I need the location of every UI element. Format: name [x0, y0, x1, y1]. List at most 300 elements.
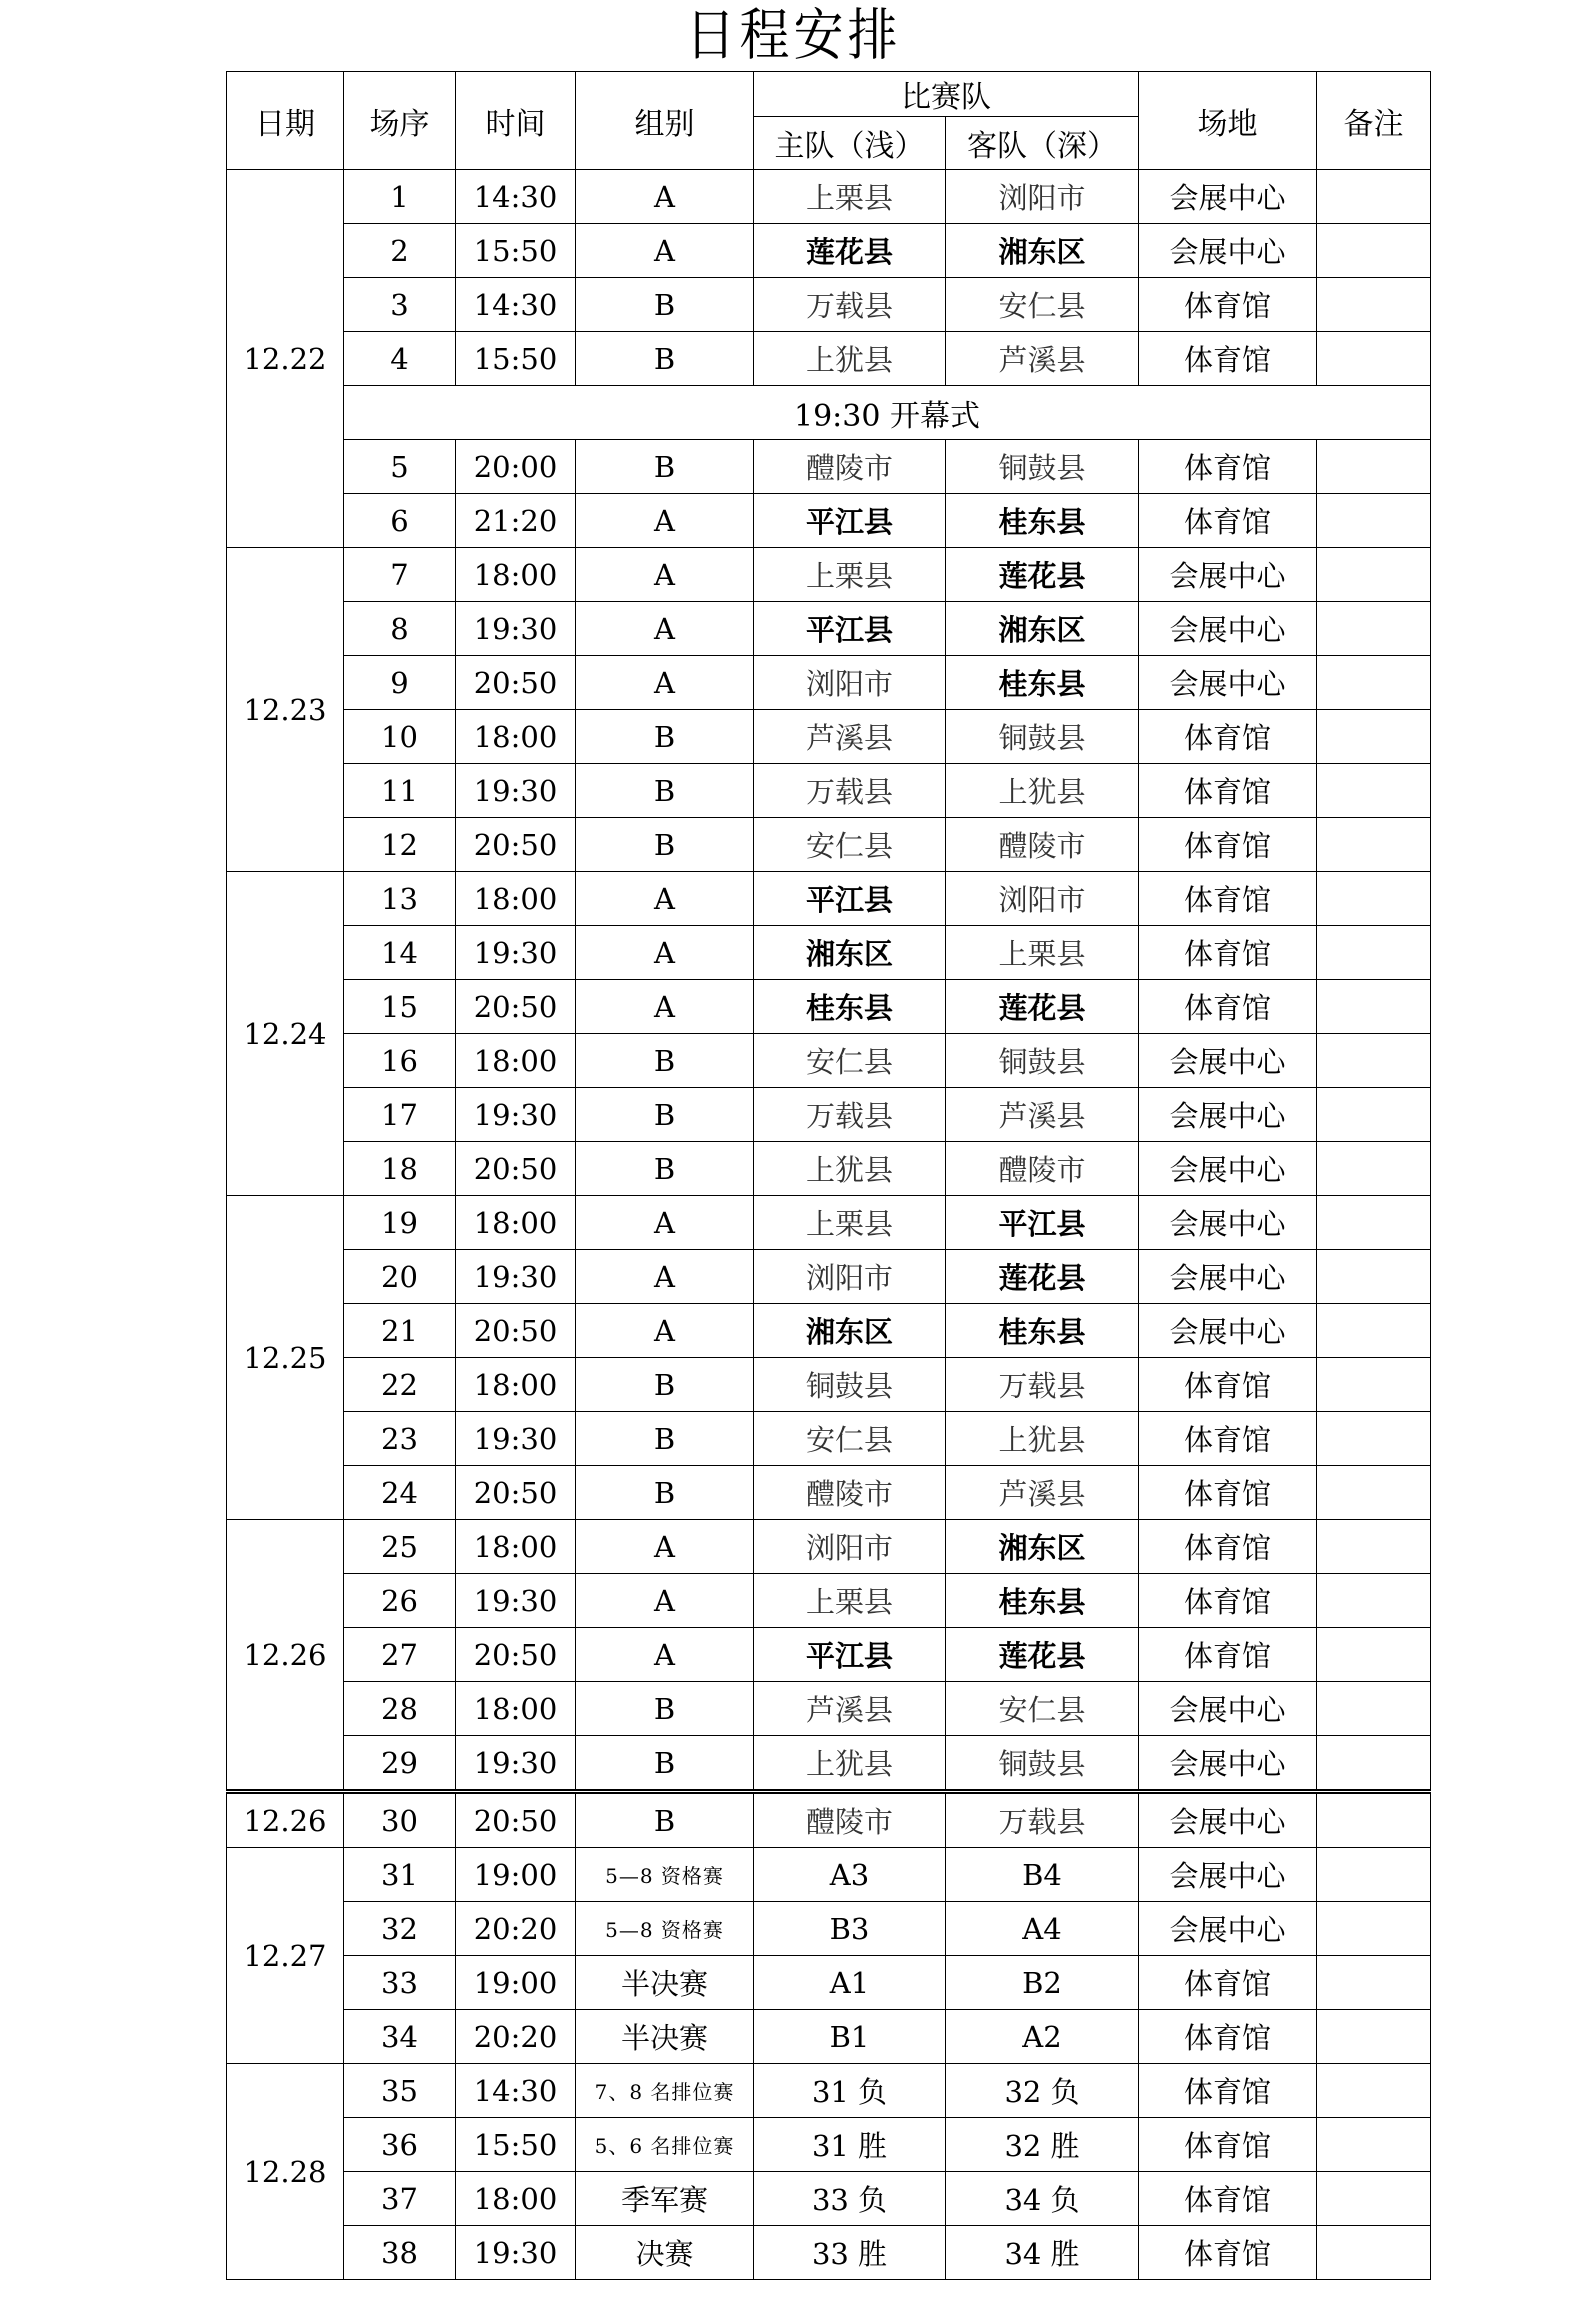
home-team: 湘东区 [754, 926, 946, 980]
home-team: 醴陵市 [754, 1466, 946, 1520]
col-header-match-no: 场序 [344, 72, 456, 170]
home-team: 醴陵市 [754, 440, 946, 494]
match-group: 7、8 名排位赛 [576, 2064, 754, 2118]
match-group: A [576, 926, 754, 980]
match-row [227, 332, 1431, 386]
home-team: 平江县 [754, 602, 946, 656]
away-team: 湘东区 [946, 1520, 1139, 1574]
match-group: A [576, 1250, 754, 1304]
venue: 体育馆 [1139, 494, 1317, 548]
home-team: 安仁县 [754, 818, 946, 872]
match-time: 19:30 [456, 2226, 576, 2280]
match-time: 19:30 [456, 926, 576, 980]
match-row [227, 926, 1431, 980]
venue: 会展中心 [1139, 1034, 1317, 1088]
notes [1317, 494, 1431, 548]
match-time: 15:50 [456, 2118, 576, 2172]
match-time: 19:30 [456, 602, 576, 656]
match-number: 5 [344, 440, 456, 494]
match-group: B [576, 278, 754, 332]
match-time: 14:30 [456, 278, 576, 332]
away-team: 浏阳市 [946, 872, 1139, 926]
match-group: 决赛 [576, 2226, 754, 2280]
match-number: 7 [344, 548, 456, 602]
match-row [227, 1034, 1431, 1088]
match-number: 29 [344, 1736, 456, 1792]
match-row [227, 602, 1431, 656]
col-header-time: 时间 [456, 72, 576, 170]
match-time: 18:00 [456, 710, 576, 764]
match-time: 19:00 [456, 1956, 576, 2010]
match-group: A [576, 548, 754, 602]
match-number: 22 [344, 1358, 456, 1412]
notes [1317, 1520, 1431, 1574]
match-row [227, 818, 1431, 872]
match-time: 20:20 [456, 2010, 576, 2064]
match-number: 2 [344, 224, 456, 278]
venue: 会展中心 [1139, 1196, 1317, 1250]
match-time: 19:30 [456, 764, 576, 818]
notes [1317, 1792, 1431, 1848]
notes [1317, 170, 1431, 224]
match-group: A [576, 1574, 754, 1628]
match-number: 17 [344, 1088, 456, 1142]
notes [1317, 1034, 1431, 1088]
ceremony-row [227, 386, 1431, 440]
away-team: 铜鼓县 [946, 1034, 1139, 1088]
match-row [227, 440, 1431, 494]
match-row [227, 548, 1431, 602]
match-group: B [576, 764, 754, 818]
venue: 体育馆 [1139, 2064, 1317, 2118]
home-team: 31 负 [754, 2064, 946, 2118]
match-number: 37 [344, 2172, 456, 2226]
match-time: 18:00 [456, 2172, 576, 2226]
notes [1317, 2064, 1431, 2118]
away-team: 莲花县 [946, 1628, 1139, 1682]
match-number: 27 [344, 1628, 456, 1682]
match-number: 8 [344, 602, 456, 656]
match-group: B [576, 1142, 754, 1196]
notes [1317, 2172, 1431, 2226]
date-cell: 12.28 [227, 2064, 344, 2280]
venue: 体育馆 [1139, 2172, 1317, 2226]
match-time: 18:00 [456, 1358, 576, 1412]
match-group: B [576, 440, 754, 494]
venue: 体育馆 [1139, 440, 1317, 494]
match-group: A [576, 170, 754, 224]
home-team: A3 [754, 1848, 946, 1902]
notes [1317, 2226, 1431, 2280]
notes [1317, 2010, 1431, 2064]
match-number: 26 [344, 1574, 456, 1628]
away-team: 安仁县 [946, 1682, 1139, 1736]
notes [1317, 1682, 1431, 1736]
date-cell: 12.24 [227, 872, 344, 1196]
match-number: 9 [344, 656, 456, 710]
notes [1317, 1736, 1431, 1792]
venue: 体育馆 [1139, 278, 1317, 332]
match-number: 33 [344, 1956, 456, 2010]
match-group: 5—8 资格赛 [576, 1902, 754, 1956]
match-row [227, 2226, 1431, 2280]
match-group: A [576, 494, 754, 548]
away-team: 上栗县 [946, 926, 1139, 980]
match-row [227, 980, 1431, 1034]
match-group: A [576, 602, 754, 656]
away-team: 安仁县 [946, 278, 1139, 332]
venue: 体育馆 [1139, 1628, 1317, 1682]
notes [1317, 818, 1431, 872]
match-time: 20:50 [456, 980, 576, 1034]
away-team: 34 胜 [946, 2226, 1139, 2280]
match-time: 18:00 [456, 1520, 576, 1574]
match-number: 34 [344, 2010, 456, 2064]
notes [1317, 980, 1431, 1034]
venue: 体育馆 [1139, 1520, 1317, 1574]
match-row [227, 1574, 1431, 1628]
match-row [227, 278, 1431, 332]
venue: 会展中心 [1139, 1792, 1317, 1848]
col-header-away: 客队（深） [946, 117, 1139, 170]
match-time: 19:30 [456, 1250, 576, 1304]
match-row [227, 2010, 1431, 2064]
away-team: B4 [946, 1848, 1139, 1902]
away-team: 平江县 [946, 1196, 1139, 1250]
away-team: 34 负 [946, 2172, 1139, 2226]
venue: 会展中心 [1139, 1736, 1317, 1792]
match-number: 3 [344, 278, 456, 332]
notes [1317, 1142, 1431, 1196]
away-team: 铜鼓县 [946, 710, 1139, 764]
home-team: 浏阳市 [754, 1520, 946, 1574]
notes [1317, 1902, 1431, 1956]
match-time: 20:20 [456, 1902, 576, 1956]
date-cell: 12.25 [227, 1196, 344, 1520]
match-row [227, 2064, 1431, 2118]
match-number: 30 [344, 1792, 456, 1848]
match-row [227, 872, 1431, 926]
notes [1317, 440, 1431, 494]
venue: 会展中心 [1139, 548, 1317, 602]
match-row [227, 1250, 1431, 1304]
home-team: 安仁县 [754, 1034, 946, 1088]
away-team: B2 [946, 1956, 1139, 2010]
venue: 体育馆 [1139, 1956, 1317, 2010]
notes [1317, 872, 1431, 926]
venue: 会展中心 [1139, 1088, 1317, 1142]
notes [1317, 1250, 1431, 1304]
notes [1317, 548, 1431, 602]
match-number: 21 [344, 1304, 456, 1358]
match-number: 12 [344, 818, 456, 872]
home-team: 上犹县 [754, 1142, 946, 1196]
date-cell: 12.23 [227, 548, 344, 872]
match-group: 5、6 名排位赛 [576, 2118, 754, 2172]
match-group: B [576, 818, 754, 872]
match-group: B [576, 1358, 754, 1412]
venue: 体育馆 [1139, 710, 1317, 764]
away-team: 芦溪县 [946, 1466, 1139, 1520]
match-row [227, 1466, 1431, 1520]
match-time: 20:00 [456, 440, 576, 494]
home-team: 浏阳市 [754, 1250, 946, 1304]
match-time: 19:30 [456, 1412, 576, 1466]
venue: 体育馆 [1139, 1412, 1317, 1466]
match-group: A [576, 1196, 754, 1250]
match-time: 20:50 [456, 656, 576, 710]
away-team: 桂东县 [946, 1574, 1139, 1628]
schedule-body [227, 170, 1431, 2280]
notes [1317, 2118, 1431, 2172]
match-group: B [576, 1088, 754, 1142]
match-group: B [576, 1412, 754, 1466]
venue: 体育馆 [1139, 818, 1317, 872]
match-group: B [576, 1792, 754, 1848]
home-team: 桂东县 [754, 980, 946, 1034]
venue: 体育馆 [1139, 980, 1317, 1034]
notes [1317, 1088, 1431, 1142]
venue: 会展中心 [1139, 1682, 1317, 1736]
venue: 会展中心 [1139, 602, 1317, 656]
match-group: A [576, 980, 754, 1034]
home-team: B3 [754, 1902, 946, 1956]
notes [1317, 1412, 1431, 1466]
match-time: 18:00 [456, 1034, 576, 1088]
match-number: 35 [344, 2064, 456, 2118]
home-team: 芦溪县 [754, 1682, 946, 1736]
notes [1317, 1466, 1431, 1520]
home-team: 安仁县 [754, 1412, 946, 1466]
col-header-group: 组别 [576, 72, 754, 170]
match-time: 19:30 [456, 1736, 576, 1792]
match-row [227, 1902, 1431, 1956]
match-time: 21:20 [456, 494, 576, 548]
match-number: 11 [344, 764, 456, 818]
home-team: 33 负 [754, 2172, 946, 2226]
away-team: 湘东区 [946, 602, 1139, 656]
match-time: 19:30 [456, 1574, 576, 1628]
match-time: 15:50 [456, 332, 576, 386]
match-number: 16 [344, 1034, 456, 1088]
match-row [227, 1520, 1431, 1574]
notes [1317, 1196, 1431, 1250]
match-time: 18:00 [456, 872, 576, 926]
date-cell: 12.26 [227, 1520, 344, 1792]
match-number: 6 [344, 494, 456, 548]
notes [1317, 332, 1431, 386]
notes [1317, 1956, 1431, 2010]
match-row [227, 170, 1431, 224]
match-time: 14:30 [456, 2064, 576, 2118]
match-time: 20:50 [456, 1304, 576, 1358]
match-number: 36 [344, 2118, 456, 2172]
venue: 体育馆 [1139, 2118, 1317, 2172]
away-team: 醴陵市 [946, 1142, 1139, 1196]
venue: 体育馆 [1139, 332, 1317, 386]
notes [1317, 1304, 1431, 1358]
venue: 体育馆 [1139, 764, 1317, 818]
home-team: 万载县 [754, 764, 946, 818]
away-team: 浏阳市 [946, 170, 1139, 224]
match-row [227, 1412, 1431, 1466]
away-team: 芦溪县 [946, 1088, 1139, 1142]
notes [1317, 1574, 1431, 1628]
match-row [227, 656, 1431, 710]
match-group: A [576, 1520, 754, 1574]
match-row [227, 1088, 1431, 1142]
match-time: 18:00 [456, 1196, 576, 1250]
notes [1317, 1628, 1431, 1682]
notes [1317, 926, 1431, 980]
match-number: 24 [344, 1466, 456, 1520]
match-row [227, 710, 1431, 764]
home-team: A1 [754, 1956, 946, 2010]
match-row [227, 1736, 1431, 1792]
away-team: 桂东县 [946, 494, 1139, 548]
home-team: 上犹县 [754, 332, 946, 386]
away-team: 铜鼓县 [946, 440, 1139, 494]
match-row [227, 2172, 1431, 2226]
venue: 体育馆 [1139, 1574, 1317, 1628]
match-group: B [576, 1736, 754, 1792]
match-number: 10 [344, 710, 456, 764]
home-team: 万载县 [754, 1088, 946, 1142]
home-team: 铜鼓县 [754, 1358, 946, 1412]
match-row [227, 1196, 1431, 1250]
home-team: 上犹县 [754, 1736, 946, 1792]
header-row-1 [227, 72, 1431, 117]
match-row [227, 764, 1431, 818]
match-group: 半决赛 [576, 2010, 754, 2064]
away-team: 铜鼓县 [946, 1736, 1139, 1792]
away-team: 桂东县 [946, 656, 1139, 710]
home-team: 芦溪县 [754, 710, 946, 764]
away-team: 莲花县 [946, 980, 1139, 1034]
venue: 会展中心 [1139, 1902, 1317, 1956]
col-header-date: 日期 [227, 72, 344, 170]
venue: 会展中心 [1139, 1142, 1317, 1196]
notes [1317, 1848, 1431, 1902]
home-team: 上栗县 [754, 170, 946, 224]
match-group: A [576, 872, 754, 926]
away-team: 上犹县 [946, 764, 1139, 818]
away-team: 湘东区 [946, 224, 1139, 278]
match-time: 20:50 [456, 818, 576, 872]
venue: 会展中心 [1139, 224, 1317, 278]
match-row [227, 1792, 1431, 1848]
match-time: 19:30 [456, 1088, 576, 1142]
match-number: 14 [344, 926, 456, 980]
match-number: 15 [344, 980, 456, 1034]
match-number: 31 [344, 1848, 456, 1902]
home-team: 上栗县 [754, 548, 946, 602]
match-time: 20:50 [456, 1792, 576, 1848]
notes [1317, 764, 1431, 818]
notes [1317, 1358, 1431, 1412]
match-group: 5—8 资格赛 [576, 1848, 754, 1902]
match-row [227, 1304, 1431, 1358]
match-number: 1 [344, 170, 456, 224]
home-team: 平江县 [754, 1628, 946, 1682]
match-row [227, 224, 1431, 278]
away-team: 桂东县 [946, 1304, 1139, 1358]
match-row [227, 2118, 1431, 2172]
away-team: 万载县 [946, 1358, 1139, 1412]
venue: 体育馆 [1139, 2226, 1317, 2280]
match-time: 20:50 [456, 1628, 576, 1682]
match-group: B [576, 1034, 754, 1088]
venue: 会展中心 [1139, 1250, 1317, 1304]
match-group: B [576, 1466, 754, 1520]
match-time: 20:50 [456, 1142, 576, 1196]
match-group: A [576, 1628, 754, 1682]
venue: 会展中心 [1139, 170, 1317, 224]
away-team: 芦溪县 [946, 332, 1139, 386]
match-number: 4 [344, 332, 456, 386]
away-team: 莲花县 [946, 1250, 1139, 1304]
match-row [227, 494, 1431, 548]
away-team: 32 负 [946, 2064, 1139, 2118]
venue: 体育馆 [1139, 2010, 1317, 2064]
col-header-notes: 备注 [1317, 72, 1431, 170]
home-team: 平江县 [754, 494, 946, 548]
match-group: 半决赛 [576, 1956, 754, 2010]
home-team: 浏阳市 [754, 656, 946, 710]
notes [1317, 656, 1431, 710]
away-team: A4 [946, 1902, 1139, 1956]
home-team: 湘东区 [754, 1304, 946, 1358]
home-team: B1 [754, 2010, 946, 2064]
match-row [227, 1956, 1431, 2010]
away-team: 醴陵市 [946, 818, 1139, 872]
home-team: 31 胜 [754, 2118, 946, 2172]
home-team: 醴陵市 [754, 1792, 946, 1848]
away-team: 万载县 [946, 1792, 1139, 1848]
away-team: 32 胜 [946, 2118, 1139, 2172]
away-team: 上犹县 [946, 1412, 1139, 1466]
match-row [227, 1358, 1431, 1412]
match-number: 13 [344, 872, 456, 926]
ceremony-label: 19:30 开幕式 [344, 386, 1431, 440]
match-time: 14:30 [456, 170, 576, 224]
match-time: 19:00 [456, 1848, 576, 1902]
col-header-home: 主队（浅） [754, 117, 946, 170]
venue: 体育馆 [1139, 872, 1317, 926]
notes [1317, 224, 1431, 278]
match-time: 18:00 [456, 548, 576, 602]
date-cell: 12.27 [227, 1848, 344, 2064]
match-time: 18:00 [456, 1682, 576, 1736]
match-group: A [576, 656, 754, 710]
schedule-table [226, 71, 1431, 2280]
home-team: 上栗县 [754, 1196, 946, 1250]
match-group: B [576, 1682, 754, 1736]
match-row [227, 1682, 1431, 1736]
notes [1317, 602, 1431, 656]
home-team: 33 胜 [754, 2226, 946, 2280]
match-number: 20 [344, 1250, 456, 1304]
match-time: 20:50 [456, 1466, 576, 1520]
match-number: 28 [344, 1682, 456, 1736]
match-row [227, 1628, 1431, 1682]
match-number: 19 [344, 1196, 456, 1250]
match-group: A [576, 224, 754, 278]
venue: 体育馆 [1139, 1358, 1317, 1412]
home-team: 平江县 [754, 872, 946, 926]
away-team: 莲花县 [946, 548, 1139, 602]
match-number: 32 [344, 1902, 456, 1956]
